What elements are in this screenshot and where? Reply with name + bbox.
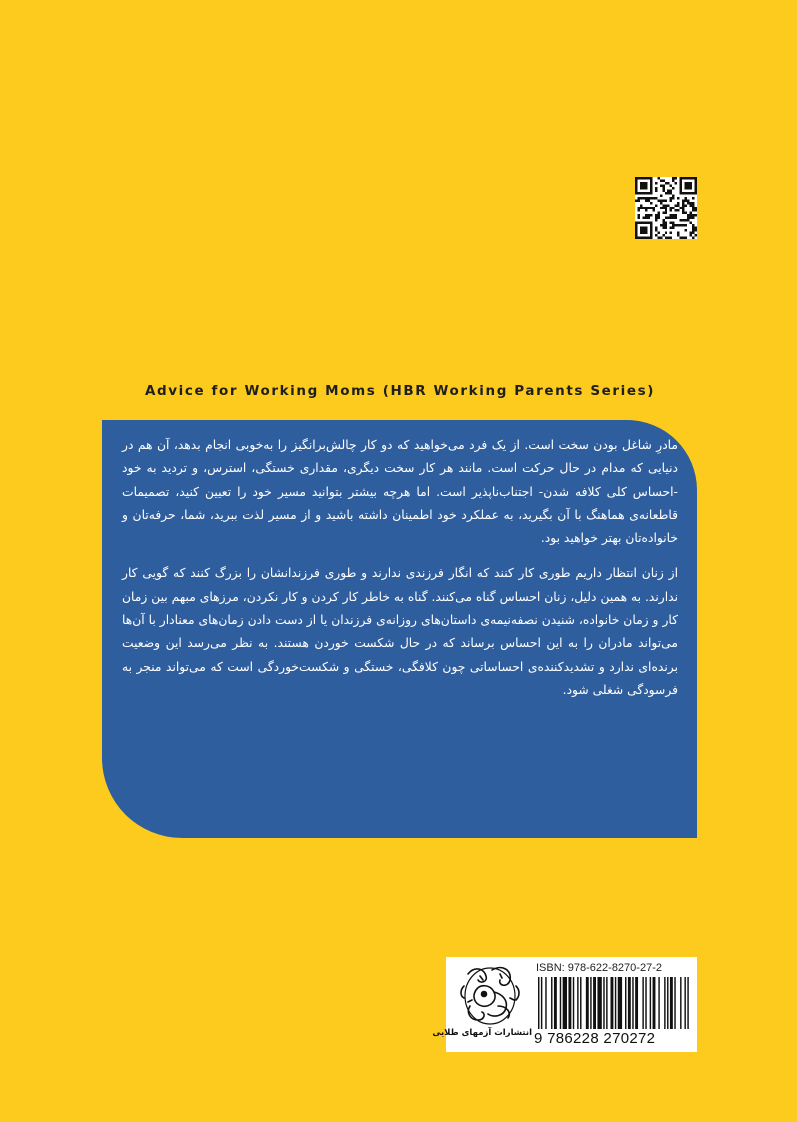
dragon-logo-icon xyxy=(450,962,530,1028)
barcode-icon xyxy=(534,977,694,1032)
isbn-label: ISBN: 978-622-8270-27-2 xyxy=(536,962,662,974)
qr-code-icon xyxy=(635,177,697,239)
publisher-name: انتشارات آزمهای طلایی xyxy=(432,1028,532,1038)
description-paragraph-1: مادرِ شاغل بودن سخت است. از یک فرد می‌خواهید که دو کار چالش‌برانگیز را به‌خوبی انجام بدهد، آن هم در دنیایی که مدام در حال حرکت است. مانند هر کار سخت دیگری، مقداری خستگی، استرس، و تردید به خود -احساس کلی کلافه شدن- اجتناب‌ناپذیر است. اما هرچه بیشتر بتوانید مسیر خود را تعیین کنید، تصمیمات قاطعانه‌ی هماهنگ با آن بگیرید، به عملکرد خود اطمینان داشته باشید و از مسیر لذت ببرید، شما، حرفه‌تان و خانواده‌تان بهتر خواهید بود. xyxy=(122,438,678,546)
barcode-digits: 9 786228 270272 xyxy=(534,1030,656,1047)
series-title: Advice for Working Moms (HBR Working Parents Series) xyxy=(144,383,656,399)
description-panel xyxy=(102,420,697,838)
description-paragraph-2: از زنان انتظار داریم طوری کار کنند که انگار فرزندی ندارند و طوری فرزندانشان را بزرگ کنند که گویی کار ندارند. به همین دلیل، زنان احساس گناه می‌کنند. گناه به خاطر کار کردن و کار نکردن، مرزهای مبهم بین زمان کار و زمان خانواده، شنیدن نصفه‌نیمه‌ی داستان‌های روزانه‌ی فرزندان یا از دست دادن زمان‌های معنادار با آن‌ها می‌تواند مادران را به این احساس برساند که در حال شکست خوردن هستند. به نظر می‌رسد این وضعیت برنده‌ای ندارد و تشدیدکننده‌ی احساساتی چون کلافگی، خستگی و شکست‌خوردگی است که می‌تواند منجر به فرسودگی شغلی شود. xyxy=(122,566,678,697)
